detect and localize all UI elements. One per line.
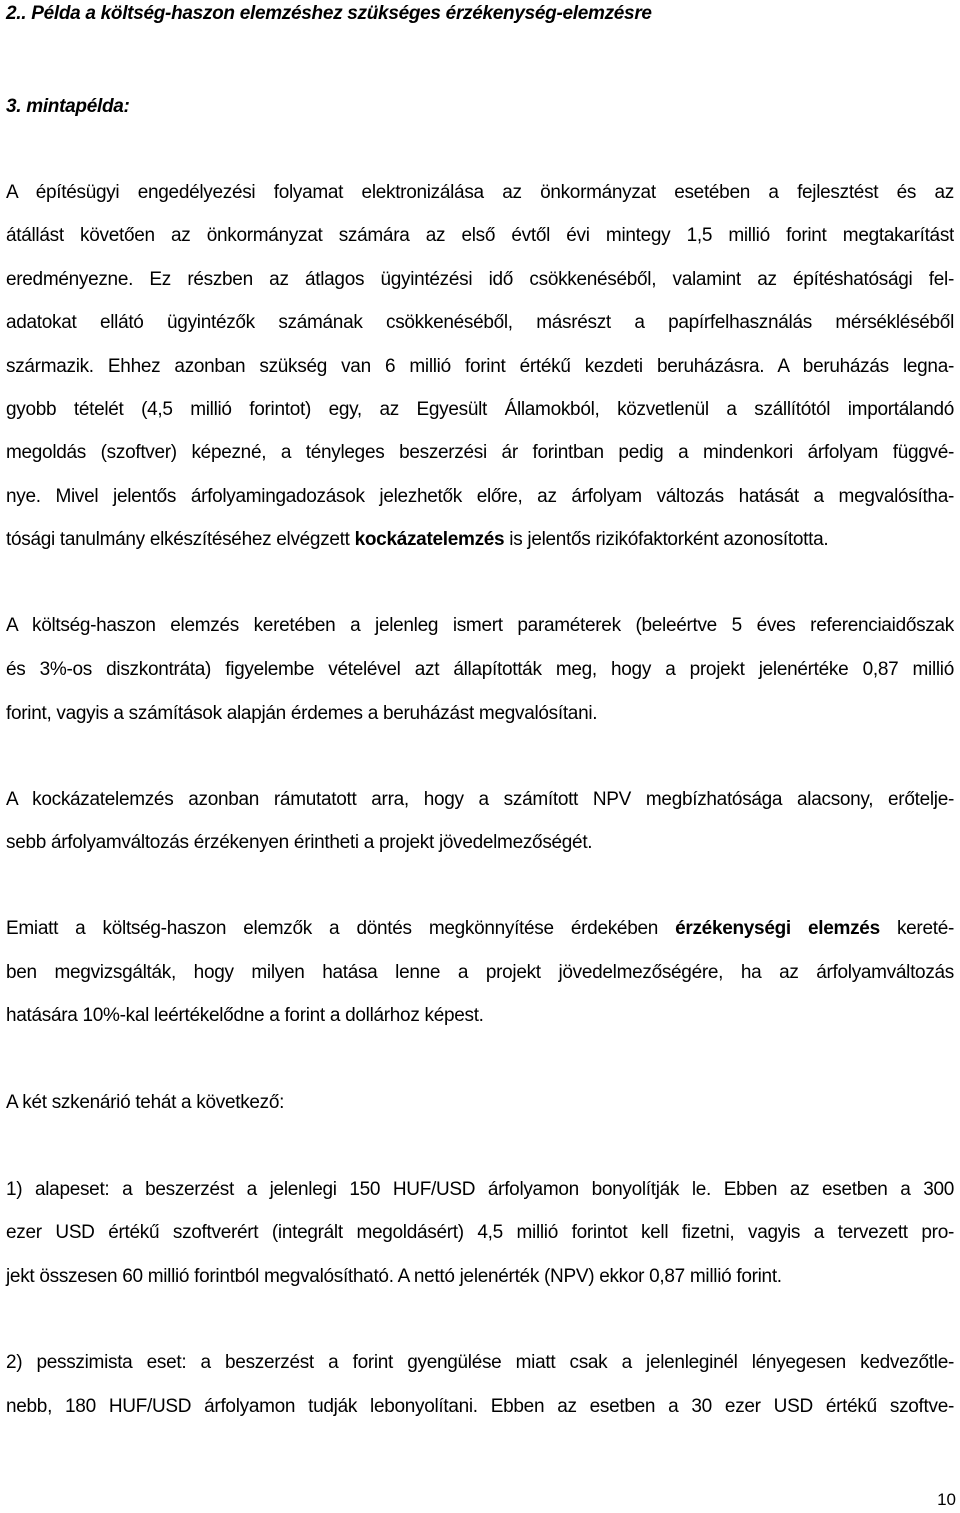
erzekenysegi-elemzes-term: érzékenységi elemzés xyxy=(675,918,880,939)
para1-line8: nye. Mivel jelentős árfolyamingadozások jelezhetők előre, az árfolyam változás hatását a megvalósítha- xyxy=(6,486,954,507)
kockazatelemzes-term: kockázatelemzés xyxy=(354,529,505,550)
page-number: 10 xyxy=(937,1490,956,1509)
para5-line1: A két szkenárió tehát a következő: xyxy=(6,1092,285,1113)
para1-line5: származik. Ehhez azonban szükség van 6 millió forint értékű kezdeti beruházásra. A beruházás legna- xyxy=(6,356,954,377)
para1-line9-text-end: is jelentős rizikófaktorként azonosította. xyxy=(504,529,829,550)
para1-line3: eredményezne. Ez részben az átlagos ügyintézési idő csökkenéséből, valamint az építéshatósági fel- xyxy=(6,269,954,290)
scenario2-line1: 2) pesszimista eset: a beszerzést a forint gyengülése miatt csak a jelenleginél lényegesen kedvezőtle- xyxy=(6,1352,954,1373)
para3-line2: sebb árfolyamváltozás érzékenyen érintheti a projekt jövedelmezőségét. xyxy=(6,832,593,853)
para4-line3: hatására 10%-kal leértékelődne a forint a dollárhoz képest. xyxy=(6,1005,484,1026)
example-title: 3. mintapélda: xyxy=(6,96,130,117)
para3-line1: A kockázatelemzés azonban rámutatott arra, hogy a számított NPV megbízhatósága alacsony, erőtelje- xyxy=(6,789,954,810)
para1-line4: adatokat ellátó ügyintézők számának csökkenéséből, másrészt a papírfelhasználás mérsékléséből xyxy=(6,312,954,333)
para4-line1 xyxy=(6,917,954,941)
scenario1-line2: ezer USD értékű szoftverért (integrált megoldásért) 4,5 millió forintot kell fizetni, vagyis a tervezett pro- xyxy=(6,1222,954,1243)
para1-line9-text-start: tósági tanulmány elkészítéséhez elvégzett xyxy=(6,529,355,550)
para2-line3: forint, vagyis a számítások alapján érdemes a beruházást megvalósítani. xyxy=(6,703,598,724)
scenario2-line2: nebb, 180 HUF/USD árfolyamon tudják lebonyolítani. Ebben az esetben a 30 ezer USD értékű szoftve- xyxy=(6,1396,954,1417)
section-title: 2.. Példa a költség-haszon elemzéshez szükséges érzékenység-elemzésre xyxy=(6,3,652,24)
para4-line2: ben megvizsgálták, hogy milyen hatása lenne a projekt jövedelmezőségére, ha az árfolyamváltozás xyxy=(6,962,954,983)
para4-line1-text-end: kereté- xyxy=(879,918,954,939)
scenario1-line3: jekt összesen 60 millió forintból megvalósítható. A nettó jelenérték (NPV) ekkor 0,87 millió forint. xyxy=(6,1266,782,1287)
para1-line1: A építésügyi engedélyezési folyamat elektronizálása az önkormányzat esetében a fejlesztést és az xyxy=(6,182,954,203)
para1-line2: átállást követően az önkormányzat számára az első évtől évi mintegy 1,5 millió forint megtakarítást xyxy=(6,225,954,246)
para1-line6: gyobb tételét (4,5 millió forintot) egy, az Egyesült Államokból, közvetlenül a szállítótól importálandó xyxy=(6,399,954,420)
para1-line7: megoldás (szoftver) képezné, a tényleges beszerzési ár forintban pedig a mindenkori árfolyam függvé- xyxy=(6,442,954,463)
para1-line9 xyxy=(6,528,954,552)
para4-line1-text-start: Emiatt a költség-haszon elemzők a döntés megkönnyítése érdekében xyxy=(6,918,676,939)
document-page xyxy=(6,0,956,1513)
para2-line2: és 3%-os diszkontráta) figyelembe vételével azt állapították meg, hogy a projekt jelenértéke 0,87 millió xyxy=(6,659,954,680)
scenario1-line1: 1) alapeset: a beszerzést a jelenlegi 150 HUF/USD árfolyamon bonyolítják le. Ebben az esetben a 300 xyxy=(6,1179,954,1200)
para2-line1: A költség-haszon elemzés keretében a jelenleg ismert paraméterek (beleértve 5 éves referenciaidőszak xyxy=(6,615,954,636)
